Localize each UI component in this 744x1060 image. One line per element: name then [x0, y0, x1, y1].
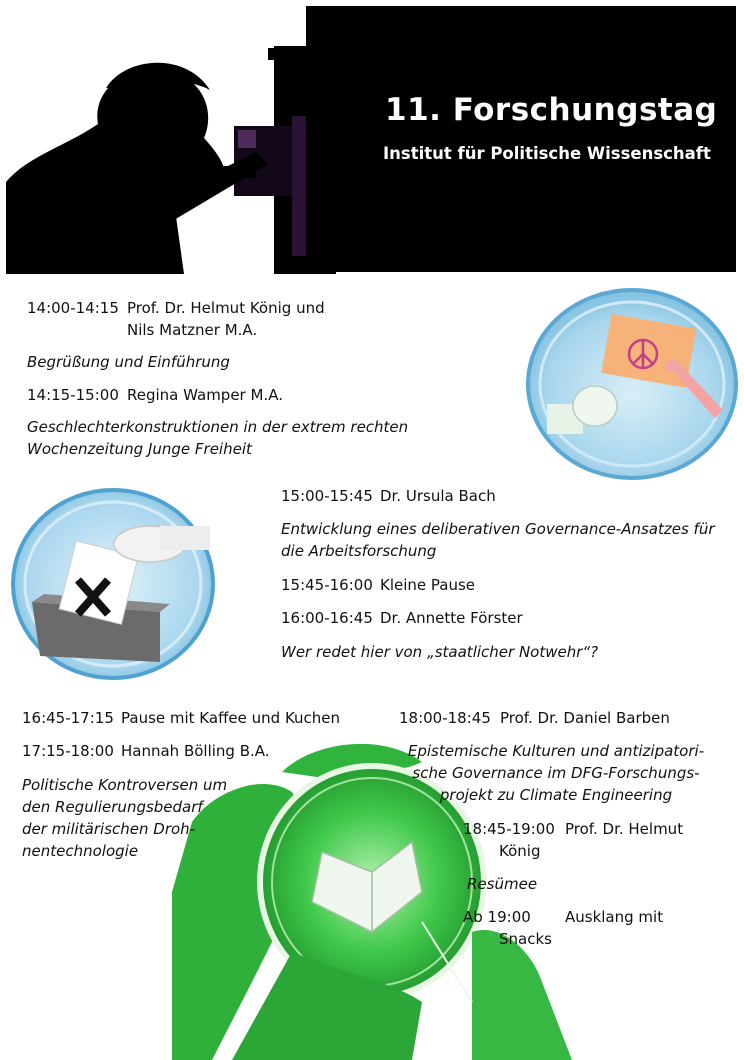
program-talk-title: Resümee: [467, 875, 538, 893]
program-talk-title: sche Governance im DFG-Forschungs-: [412, 764, 700, 782]
institute-subtitle: Institut für Politische Wissenschaft: [383, 144, 711, 163]
program-speaker: Prof. Dr. Daniel Barben: [500, 709, 670, 727]
program-talk-title: Politische Kontroversen um: [22, 776, 228, 794]
program-talk-title: Begrüßung und Einführung: [27, 353, 230, 371]
program-speaker: Prof. Dr. Helmut: [565, 820, 684, 838]
program-speaker: Hannah Bölling B.A.: [121, 742, 270, 760]
program-time: 15:45-16:00: [281, 576, 373, 594]
program-talk-title: der militärischen Droh-: [22, 820, 196, 838]
program-speaker: Regina Wamper M.A.: [127, 386, 283, 404]
program-talk-title: die Arbeitsforschung: [281, 542, 437, 560]
program-speaker: Dr. Annette Förster: [380, 609, 523, 627]
program-talk-title: Geschlechterkonstruktionen in der extrem rechten: [27, 418, 409, 436]
program-talk-title: projekt zu Climate Engineering: [439, 786, 673, 804]
program-speaker: König: [499, 842, 541, 860]
petri-dish-ballot-image: [10, 486, 216, 684]
event-title: 11. Forschungstag: [385, 92, 718, 128]
program-talk-title: Wer redet hier von „staatlicher Notwehr“?: [281, 643, 599, 661]
program-talk-title: Epistemische Kulturen und antizipatori-: [407, 742, 705, 760]
program-time: 16:00-16:45: [281, 609, 373, 627]
program-time: 14:15-15:00: [27, 386, 119, 404]
header-banner: [322, 6, 736, 272]
program-closing: Snacks: [499, 930, 552, 948]
program-closing: Ausklang mit: [565, 908, 664, 926]
program-speaker: Nils Matzner M.A.: [127, 321, 258, 339]
researcher-silhouette-image: [6, 6, 356, 274]
program-speaker: Prof. Dr. Helmut König und: [127, 299, 325, 317]
program-break: Kleine Pause: [380, 576, 476, 594]
program-talk-title: Entwicklung eines deliberativen Governance-Ansatzes für: [281, 520, 715, 538]
program-talk-title: den Regulierungsbedarf: [22, 798, 203, 816]
program-time: 14:00-14:15: [27, 299, 119, 317]
program-time: 18:45-19:00: [463, 820, 555, 838]
program-break: Pause mit Kaffee und Kuchen: [121, 709, 341, 727]
program-time: 16:45-17:15: [22, 709, 114, 727]
program-time: 17:15-18:00: [22, 742, 114, 760]
program-talk-title: nentechnologie: [22, 842, 139, 860]
petri-dish-peace-image: [525, 286, 739, 482]
program-time: 18:00-18:45: [399, 709, 491, 727]
program-time: Ab 19:00: [463, 908, 531, 926]
program-speaker: Dr. Ursula Bach: [380, 487, 496, 505]
program-time: 15:00-15:45: [281, 487, 373, 505]
program-talk-title: Wochenzeitung Junge Freiheit: [27, 440, 252, 458]
